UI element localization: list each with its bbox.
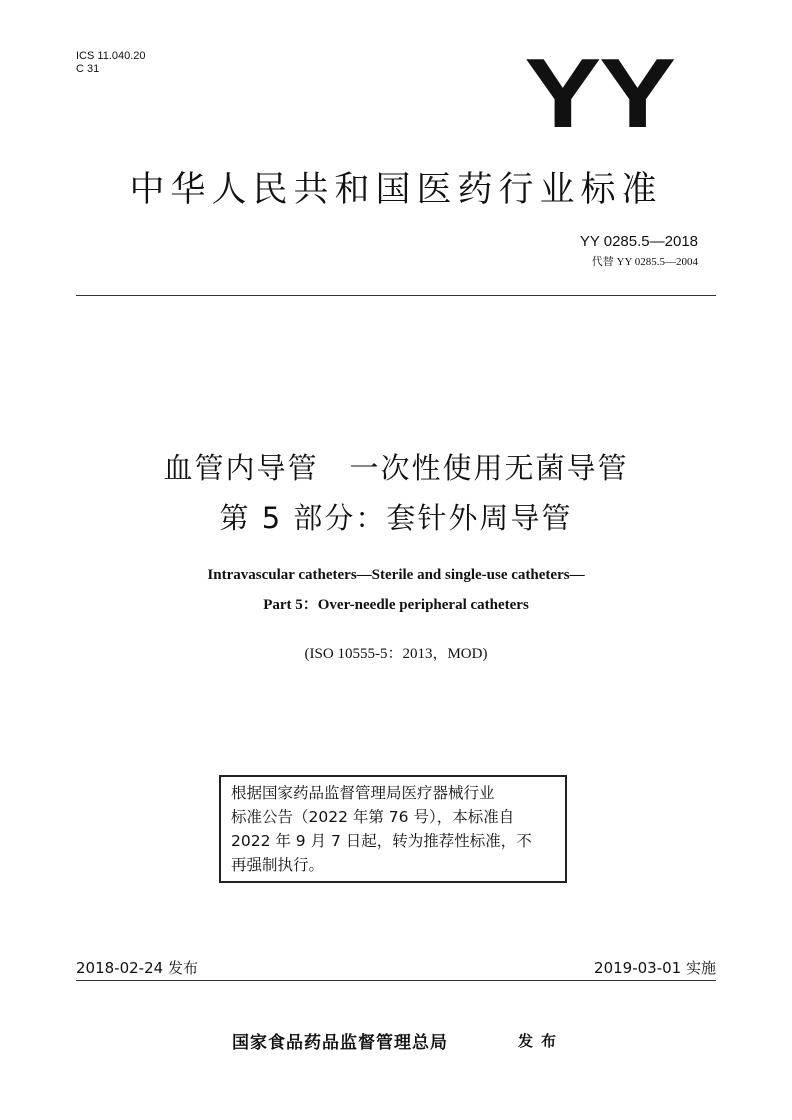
chinese-title-line-1: 血管内导管 一次性使用无菌导管 — [163, 451, 629, 485]
issuing-authority: 国家食品药品监督管理总局 — [232, 1033, 448, 1053]
notice-line-1: 根据国家药品监督管理局医疗器械行业 — [231, 784, 495, 802]
yy-logo: YY — [524, 38, 674, 148]
classification-codes — [76, 50, 146, 76]
bottom-divider — [76, 980, 716, 981]
english-title-line-2: Part 5：Over-needle peripheral catheters — [263, 597, 529, 613]
notice-line-2: 标准公告（2022 年第 76 号），本标准自 — [231, 808, 515, 826]
issue-label: 发布 — [518, 1032, 565, 1050]
organization-title: 中华人民共和国医药行业标准 — [129, 170, 663, 210]
replaces-standard: 代替 YY 0285.5—2004 — [591, 256, 698, 268]
notice-box — [219, 775, 567, 883]
chinese-title-line-2: 第 5 部分：套针外周导管 — [219, 501, 573, 535]
standard-number: YY 0285.5—2018 — [579, 233, 698, 250]
issue-date: 2018-02-24 发布 — [76, 959, 198, 977]
ccs-code: C 31 — [76, 63, 100, 75]
top-divider — [76, 295, 716, 296]
implementation-date: 2019-03-01 实施 — [594, 959, 716, 977]
iso-reference: (ISO 10555-5：2013，MOD) — [304, 646, 488, 662]
english-title-line-1: Intravascular catheters—Sterile and single-use catheters— — [207, 567, 585, 583]
notice-line-3: 2022 年 9 月 7 日起，转为推荐性标准，不 — [231, 832, 532, 850]
ics-code: ICS 11.040.20 — [76, 50, 146, 62]
notice-line-4: 再强制执行。 — [231, 856, 325, 874]
